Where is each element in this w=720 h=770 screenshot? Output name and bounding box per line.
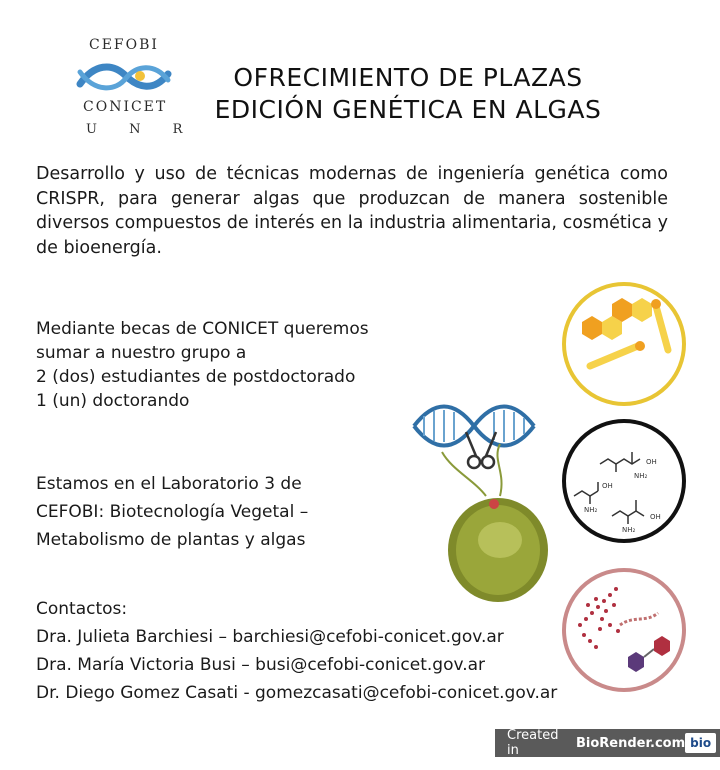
positions-block (36, 317, 369, 413)
label-nh2: NH₂ (622, 526, 636, 534)
badge-prefix: Created in (507, 728, 559, 758)
biorender-logo-icon: bio (685, 733, 716, 753)
label-oh: OH (650, 513, 661, 521)
label-nh2: NH₂ (584, 506, 598, 514)
positions-line: 2 (dos) estudiantes de postdoctorado (36, 367, 356, 387)
logo-text-conicet: CONICET (83, 99, 168, 115)
logo-text-unr: U N R (86, 122, 197, 137)
title-line-2: EDICIÓN GENÉTICA EN ALGAS (214, 95, 602, 124)
location-line: Metabolismo de plantas y algas (36, 530, 306, 550)
label-oh: OH (602, 482, 613, 490)
label-nh2: NH₂ (634, 472, 648, 480)
positions-line: 1 (un) doctorando (36, 391, 190, 411)
location-block (36, 470, 308, 554)
contacts-block (36, 595, 557, 707)
polymer-circle (560, 565, 688, 695)
label-oh: OH (646, 458, 657, 466)
page-title (188, 62, 628, 126)
scissors-icon (466, 432, 496, 468)
conicet-swirl-icon (76, 58, 172, 96)
title-line-1: OFRECIMIENTO DE PLAZAS (233, 63, 583, 92)
hexagon-molecule-circle (560, 280, 688, 408)
dna-helix-icon (414, 407, 534, 446)
contact-item[interactable]: Dra. Julieta Barchiesi – barchiesi@cefobi-conicet.gov.ar (36, 627, 504, 647)
amino-acid-circle (560, 416, 688, 546)
contact-item[interactable]: Dr. Diego Gomez Casati - gomezcasati@cefobi-conicet.gov.ar (36, 683, 558, 703)
logo-text-cefobi: CEFOBI (89, 37, 159, 53)
badge-brand: BioRender.com (575, 735, 686, 751)
contact-item[interactable]: Dra. María Victoria Busi – busi@cefobi-conicet.gov.ar (36, 655, 486, 675)
crispr-alga-illustration (408, 400, 558, 605)
contacts-heading: Contactos: (36, 599, 128, 619)
location-line: Estamos en el Laboratorio 3 de (36, 474, 302, 494)
positions-line: Mediante becas de CONICET queremos (36, 319, 369, 339)
intro-paragraph: Desarrollo y uso de técnicas modernas de ingeniería genética como CRISPR, para generar algas que produzcan de manera sostenible diversos compuestos de interés en la industria alimentaria, cosmética y de bioenergía. (36, 164, 668, 258)
positions-line: sumar a nuestro grupo a (36, 343, 247, 363)
location-line: CEFOBI: Biotecnología Vegetal – (36, 502, 309, 522)
biorender-badge[interactable] (495, 729, 720, 757)
alga-cell-icon (442, 444, 548, 602)
